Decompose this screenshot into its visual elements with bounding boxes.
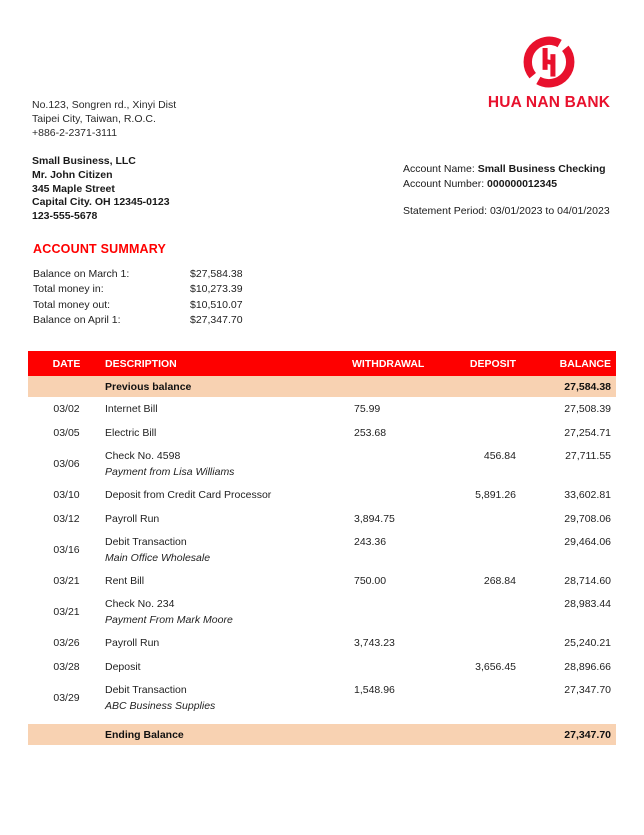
header-balance: BALANCE: [559, 357, 611, 370]
cell-deposit: [445, 679, 521, 684]
description-text: Debit Transaction: [105, 684, 187, 696]
cell-withdrawal: [352, 445, 445, 450]
cell-description: [105, 427, 352, 439]
cell-description: [105, 531, 352, 564]
customer-street: 345 Maple Street: [32, 182, 115, 195]
cell-balance: 33,602.81: [564, 489, 611, 501]
cell-balance: 27,254.71: [564, 427, 611, 439]
cell-balance: 28,714.60: [564, 575, 611, 587]
cell-balance: 29,464.06: [564, 536, 611, 548]
cell-date: 03/29: [53, 692, 80, 704]
cell-withdrawal: 750.00: [354, 575, 387, 587]
description-text: Rent Bill: [105, 575, 145, 587]
summary-label: Total money out:: [33, 298, 111, 311]
bank-address: [32, 98, 176, 140]
cell-balance: 27,711.55: [565, 450, 611, 462]
cell-deposit: [445, 531, 521, 536]
hua-nan-bank-logo-icon: [521, 34, 577, 90]
cell-description: [105, 593, 352, 626]
description-text: Payroll Run: [105, 513, 160, 525]
description-text: Internet Bill: [105, 403, 158, 415]
previous-balance-row: [28, 376, 616, 397]
summary-row: [33, 282, 243, 297]
header-description: DESCRIPTION: [105, 357, 177, 370]
table-row: [28, 655, 616, 679]
summary-row: [33, 267, 243, 282]
cell-deposit: 268.84: [483, 575, 516, 587]
cell-deposit: 5,891.26: [475, 489, 516, 501]
account-info: [403, 162, 610, 219]
cell-description: [105, 513, 352, 525]
description-text: Check No. 4598: [105, 450, 181, 462]
customer-city: Capital City. OH 12345-0123: [32, 196, 170, 209]
cell-description: [105, 403, 352, 415]
table-row: [28, 507, 616, 531]
table-row: [28, 397, 616, 421]
bank-phone: +886-2-2371-3111: [32, 127, 118, 139]
account-summary: [33, 267, 243, 329]
table-row: [28, 679, 616, 717]
cell-balance: 28,983.44: [564, 598, 611, 610]
description-text: Deposit from Credit Card Processor: [105, 489, 272, 501]
cell-description: [105, 661, 352, 673]
cell-description: [105, 679, 352, 712]
customer-phone: 123-555-5678: [32, 210, 98, 223]
cell-withdrawal: 253.68: [354, 427, 387, 439]
cell-withdrawal: 243.36: [354, 536, 387, 548]
cell-deposit: 456.84: [483, 450, 516, 462]
ending-balance-value: 27,347.70: [564, 728, 611, 741]
bank-address-line: No.123, Songren rd., Xinyi Dist: [32, 99, 177, 111]
bank-address-line: Taipei City, Taiwan, R.O.C.: [32, 113, 156, 125]
summary-value: $27,584.38: [190, 268, 243, 280]
previous-balance-label: Previous balance: [105, 380, 192, 393]
cell-balance: 29,708.06: [564, 513, 611, 525]
cell-withdrawal: 3,894.75: [354, 513, 395, 525]
header-withdrawal: WITHDRAWAL: [352, 357, 425, 370]
account-number-value: 000000012345: [487, 177, 558, 190]
account-name-row: [403, 162, 610, 177]
summary-value: $10,273.39: [190, 283, 243, 296]
description-note: ABC Business Supplies: [105, 700, 216, 712]
ending-balance-row: [28, 724, 616, 745]
summary-value: $10,510.07: [190, 298, 243, 311]
cell-date: 03/12: [53, 513, 80, 525]
customer-address: [32, 155, 170, 224]
cell-description: [105, 637, 352, 649]
table-header: [28, 351, 616, 376]
cell-date: 03/26: [53, 637, 80, 649]
account-summary-title: ACCOUNT SUMMARY: [33, 242, 167, 256]
bank-brand-name: HUA NAN BANK: [487, 94, 611, 111]
summary-label: Balance on April 1:: [33, 314, 121, 327]
cell-balance: 25,240.21: [564, 637, 611, 649]
account-name-label: Account Name:: [403, 163, 478, 175]
cell-withdrawal: [352, 593, 445, 598]
cell-deposit: 3,656.45: [475, 661, 516, 673]
cell-date: 03/06: [53, 458, 80, 470]
cell-deposit: [445, 593, 521, 598]
statement-period: Statement Period: 03/01/2023 to 04/01/2023: [403, 205, 610, 217]
summary-row: [33, 313, 243, 328]
header-date: DATE: [52, 357, 81, 370]
description-note: Main Office Wholesale: [105, 552, 211, 564]
description-text: Deposit: [105, 661, 141, 673]
description-text: Check No. 234: [105, 598, 175, 610]
cell-date: 03/02: [53, 403, 80, 415]
summary-label: Balance on March 1:: [33, 268, 130, 280]
cell-date: 03/28: [53, 661, 80, 673]
table-row: [28, 445, 616, 483]
previous-balance-value: 27,584.38: [564, 380, 611, 393]
customer-name: Small Business, LLC: [32, 155, 136, 167]
transaction-table: [28, 351, 616, 745]
cell-withdrawal: 3,743.23: [354, 637, 395, 649]
cell-date: 03/21: [53, 575, 80, 587]
table-row: [28, 421, 616, 445]
account-name-value: Small Business Checking: [477, 163, 606, 175]
cell-withdrawal: 1,548.96: [354, 684, 395, 696]
summary-value: $27,347.70: [190, 314, 243, 327]
cell-balance: 27,508.39: [564, 403, 611, 415]
table-row: [28, 483, 616, 507]
account-number-row: [403, 177, 610, 192]
table-row: [28, 569, 616, 593]
description-text: Payroll Run: [105, 637, 160, 649]
customer-contact: Mr. John Citizen: [32, 168, 113, 181]
description-note: Payment From Mark Moore: [105, 614, 233, 626]
description-text: Debit Transaction: [105, 536, 187, 548]
summary-label: Total money in:: [33, 283, 104, 296]
cell-description: [105, 445, 352, 478]
description-text: Electric Bill: [105, 427, 157, 439]
cell-balance: 27,347.70: [564, 684, 611, 696]
header-deposit: DEPOSIT: [469, 357, 516, 370]
summary-row: [33, 298, 243, 313]
cell-withdrawal: 75.99: [354, 403, 381, 415]
cell-date: 03/05: [53, 427, 80, 439]
table-row: [28, 631, 616, 655]
transaction-rows: [28, 397, 616, 717]
cell-description: [105, 575, 352, 587]
cell-description: [105, 489, 352, 501]
cell-date: 03/10: [53, 489, 80, 501]
bank-logo: [486, 34, 612, 112]
description-note: Payment from Lisa Williams: [105, 466, 235, 478]
cell-date: 03/16: [53, 544, 80, 556]
table-row: [28, 531, 616, 569]
account-number-label: Account Number:: [403, 177, 488, 190]
ending-balance-label: Ending Balance: [105, 728, 184, 741]
cell-date: 03/21: [53, 606, 80, 618]
cell-balance: 28,896.66: [564, 661, 611, 673]
table-row: [28, 593, 616, 631]
